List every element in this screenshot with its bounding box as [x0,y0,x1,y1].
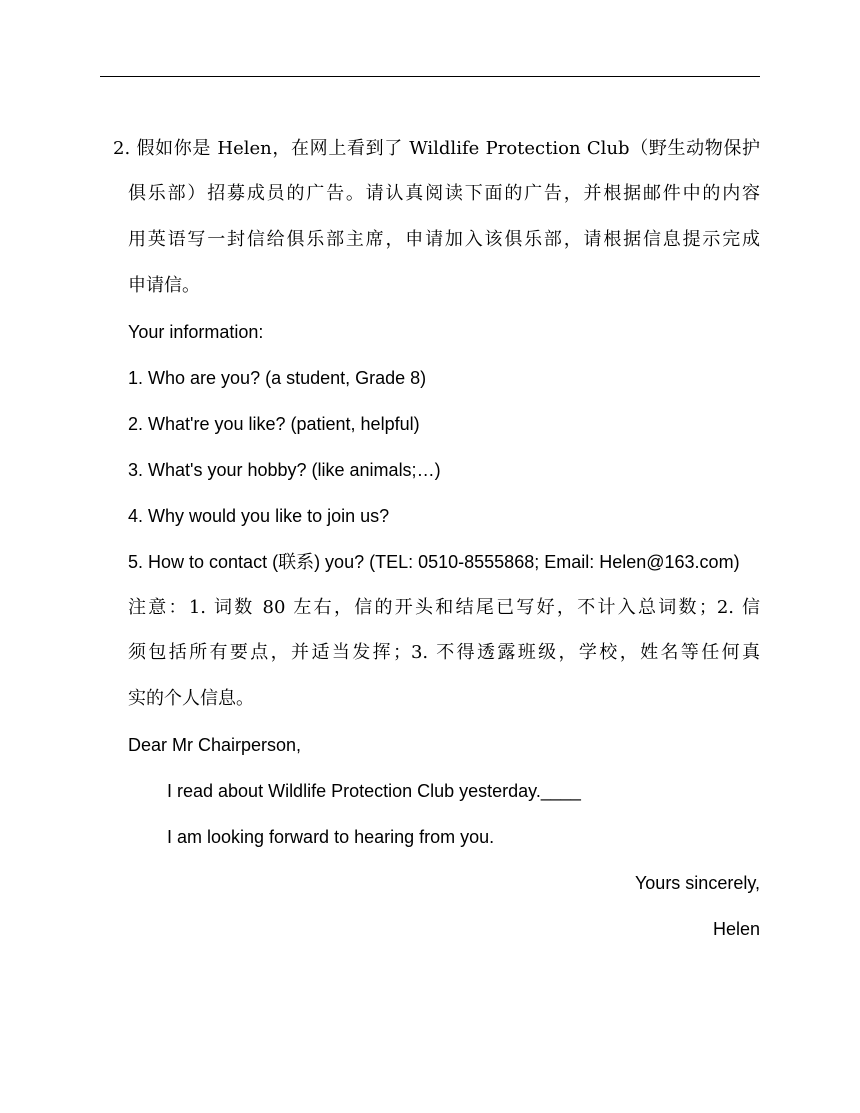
info-item-1: 1. Who are you? (a student, Grade 8) [128,368,427,388]
letter-opening: I read about Wildlife Protection Club yesterday.____ [167,781,581,801]
info-item-2: 2. What're you like? (patient, helpful) [128,414,420,434]
header-divider [100,76,760,77]
info-heading: Your information: [128,322,264,342]
info-item-4: 4. Why would you like to join us? [128,506,390,526]
question-line-2: 俱乐部）招募成员的广告。请认真阅读下面的广告，并根据邮件中的内容 [128,183,760,204]
letter-signature: Helen [712,919,760,939]
question-line-1: 2. 假如你是 Helen，在网上看到了 Wildlife Protection Club（野生动物保护 [113,138,760,159]
letter-sign-off: Yours sincerely, [634,873,760,893]
question-line-3: 用英语写一封信给俱乐部主席，申请加入该俱乐部，请根据信息提示完成 [128,229,760,250]
notes-line-1: 注意：1. 词数 80 左右，信的开头和结尾已写好，不计入总词数；2. 信 [128,597,760,618]
letter-greeting: Dear Mr Chairperson, [128,735,302,755]
info-item-5: 5. How to contact (联系) you? (TEL: 0510-8555868; Email: Helen@163.com) [128,552,740,572]
question-line-4: 申请信。 [128,275,200,296]
notes-line-3: 实的个人信息。 [128,688,254,709]
info-item-3: 3. What's your hobby? (like animals;…) [128,460,441,480]
letter-closing: I am looking forward to hearing from you. [167,827,495,847]
notes-line-2: 须包括所有要点，并适当发挥；3. 不得透露班级，学校，姓名等任何真 [128,642,760,663]
